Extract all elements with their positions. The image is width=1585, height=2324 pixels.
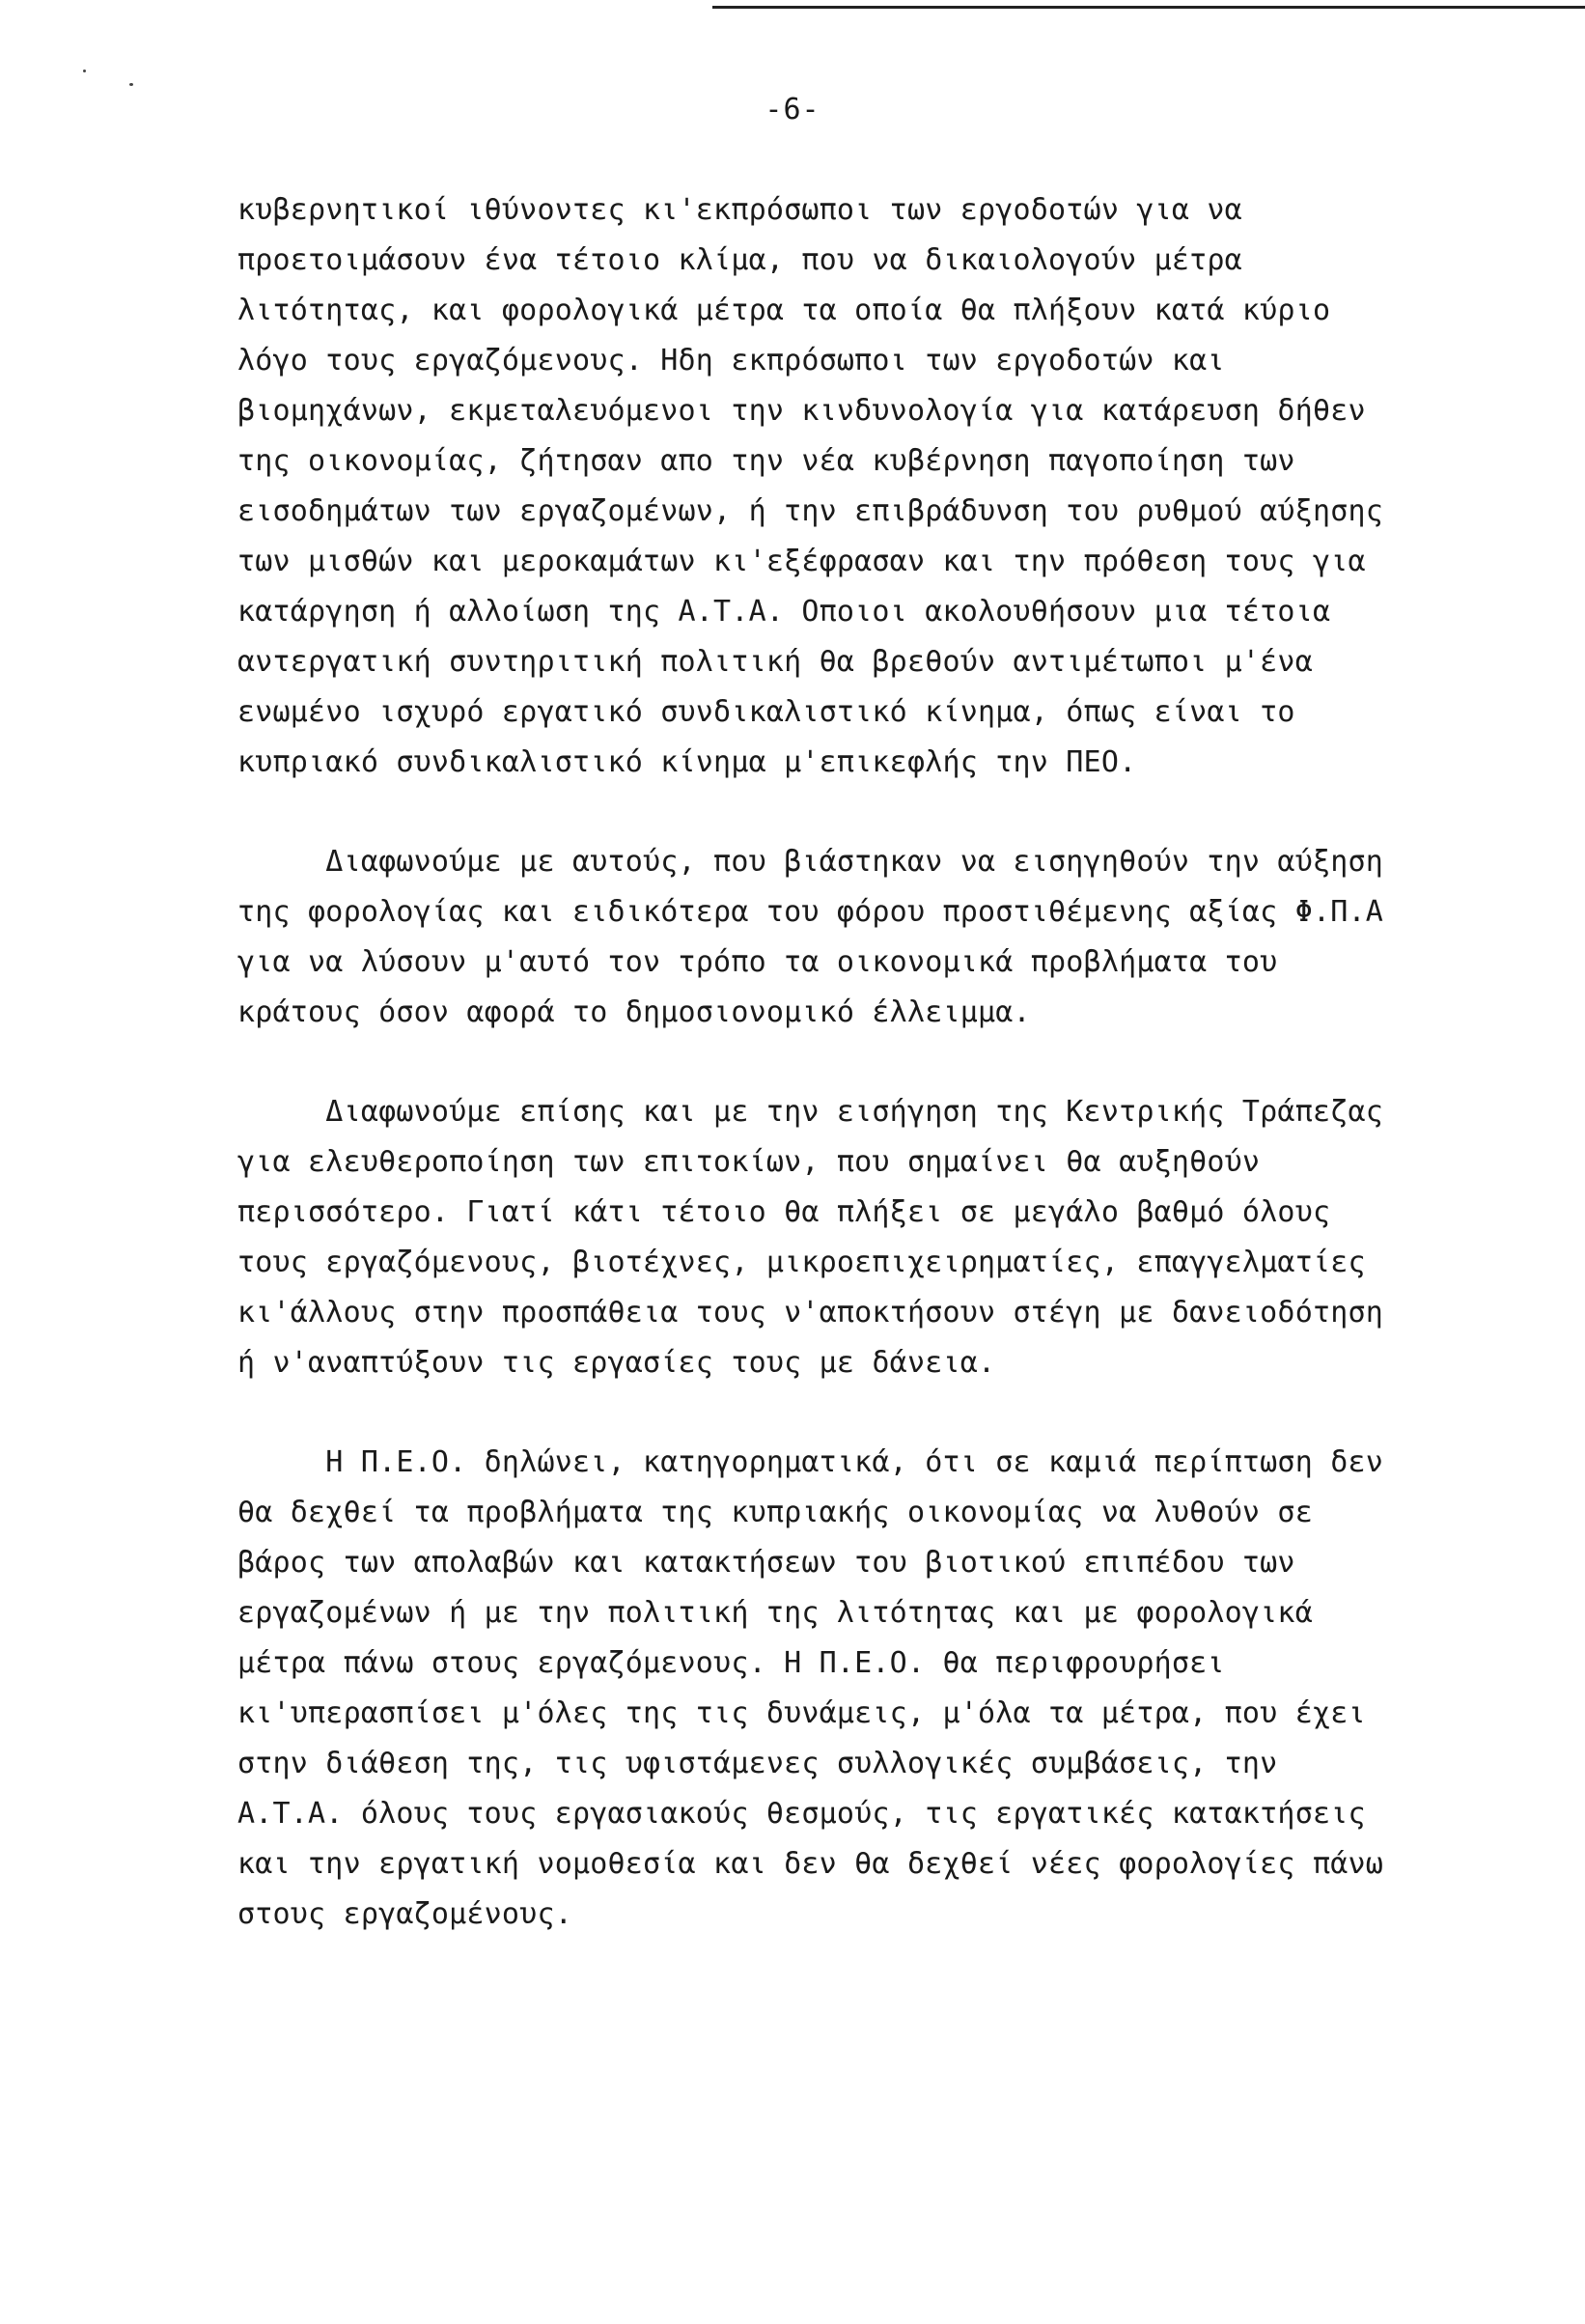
- text-line: θα δεχθεί τα προβλήματα της κυπριακής οικονομίας να λυθούν σε: [237, 1496, 1313, 1529]
- paragraph: [237, 1438, 1383, 1940]
- text-line: κι'υπερασπίσει μ'όλες της τις δυνάμεις, μ'όλα τα μέτρα, που έχει: [237, 1696, 1366, 1730]
- text-line: μέτρα πάνω στους εργαζόμενους. Η Π.Ε.Ο. θα περιφρουρήσει: [237, 1646, 1225, 1680]
- paragraph: [237, 185, 1383, 788]
- page-number: -6-: [765, 93, 820, 126]
- text-line: λόγο τους εργαζόμενους. Ηδη εκπρόσωποι των εργοδοτών και: [237, 344, 1225, 378]
- text-line: περισσότερο. Γιατί κάτι τέτοιο θα πλήξει σε μεγάλο βαθμό όλους: [237, 1195, 1331, 1229]
- text-line: ή ν'αναπτύξουν τις εργασίες τους με δάνεια.: [237, 1346, 996, 1380]
- text-line: αντεργατική συντηριτική πολιτική θα βρεθούν αντιμέτωποι μ'ένα: [237, 645, 1313, 679]
- text-line: προετοιμάσουν ένα τέτοιο κλίμα, που να δικαιολογούν μέτρα: [237, 243, 1242, 277]
- text-line: και την εργατική νομοθεσία και δεν θα δεχθεί νέες φορολογίες πάνω: [237, 1847, 1383, 1881]
- text-line: κατάργηση ή αλλοίωση της Α.Τ.Α. Οποιοι ακολουθήσουν μια τέτοια: [237, 595, 1331, 629]
- text-line: λιτότητας, και φορολογικά μέτρα τα οποία θα πλήξουν κατά κύριο: [237, 294, 1331, 327]
- text-line: κι'άλλους στην προσπάθεια τους ν'αποκτήσουν στέγη με δανειοδότηση: [237, 1296, 1383, 1330]
- text-line: τους εργαζόμενους, βιοτέχνες, μικροεπιχειρηματίες, επαγγελματίες: [237, 1246, 1366, 1279]
- text-line: εισοδημάτων των εργαζομένων, ή την επιβράδυνση του ρυθμού αύξησης: [237, 494, 1383, 528]
- paragraph: [237, 837, 1383, 1038]
- text-line: Διαφωνούμε επίσης και με την εισήγηση της Κεντρικής Τράπεζας: [237, 1095, 1383, 1129]
- top-scan-border: [712, 6, 1585, 9]
- text-line: Α.Τ.Α. όλους τους εργασιακούς θεσμούς, τις εργατικές κατακτήσεις: [237, 1797, 1366, 1831]
- text-line: ενωμένο ισχυρό εργατικό συνδικαλιστικό κίνημα, όπως είναι το: [237, 695, 1295, 729]
- text-line: στους εργαζομένους.: [237, 1897, 572, 1931]
- document-body: [237, 185, 1383, 1940]
- scan-speck: [83, 70, 86, 72]
- text-line: Διαφωνούμε με αυτούς, που βιάστηκαν να εισηγηθούν την αύξηση: [237, 845, 1383, 879]
- text-line: βάρος των απολαβών και κατακτήσεων του βιοτικού επιπέδου των: [237, 1546, 1295, 1580]
- text-line: της οικονομίας, ζήτησαν απο την νέα κυβέρνηση παγοποίηση των: [237, 444, 1295, 478]
- text-line: των μισθών και μεροκαμάτων κι'εξέφρασαν και την πρόθεση τους για: [237, 545, 1366, 578]
- text-line: βιομηχάνων, εκμεταλευόμενοι την κινδυνολογία για κατάρευση δήθεν: [237, 394, 1366, 428]
- text-line: για ελευθεροποίηση των επιτοκίων, που σημαίνει θα αυξηθούν: [237, 1145, 1261, 1179]
- paragraph: [237, 1087, 1383, 1388]
- scan-speck: [129, 83, 133, 86]
- text-line: κυβερνητικοί ιθύνοντες κι'εκπρόσωποι των εργοδοτών για να: [237, 193, 1242, 227]
- text-line: κυπριακό συνδικαλιστικό κίνημα μ'επικεφλής την ΠΕΟ.: [237, 745, 1137, 779]
- text-line: κράτους όσον αφορά το δημοσιονομικό έλλειμμα.: [237, 995, 1031, 1029]
- text-line: της φορολογίας και ειδικότερα του φόρου προστιθέμενης αξίας Φ.Π.Α: [237, 895, 1383, 929]
- text-line: εργαζομένων ή με την πολιτική της λιτότητας και με φορολογικά: [237, 1596, 1313, 1630]
- text-line: στην διάθεση της, τις υφιστάμενες συλλογικές συμβάσεις, την: [237, 1747, 1278, 1780]
- text-line: για να λύσουν μ'αυτό τον τρόπο τα οικονομικά προβλήματα του: [237, 945, 1278, 979]
- text-line: Η Π.Ε.Ο. δηλώνει, κατηγορηματικά, ότι σε καμιά περίπτωση δεν: [237, 1445, 1383, 1479]
